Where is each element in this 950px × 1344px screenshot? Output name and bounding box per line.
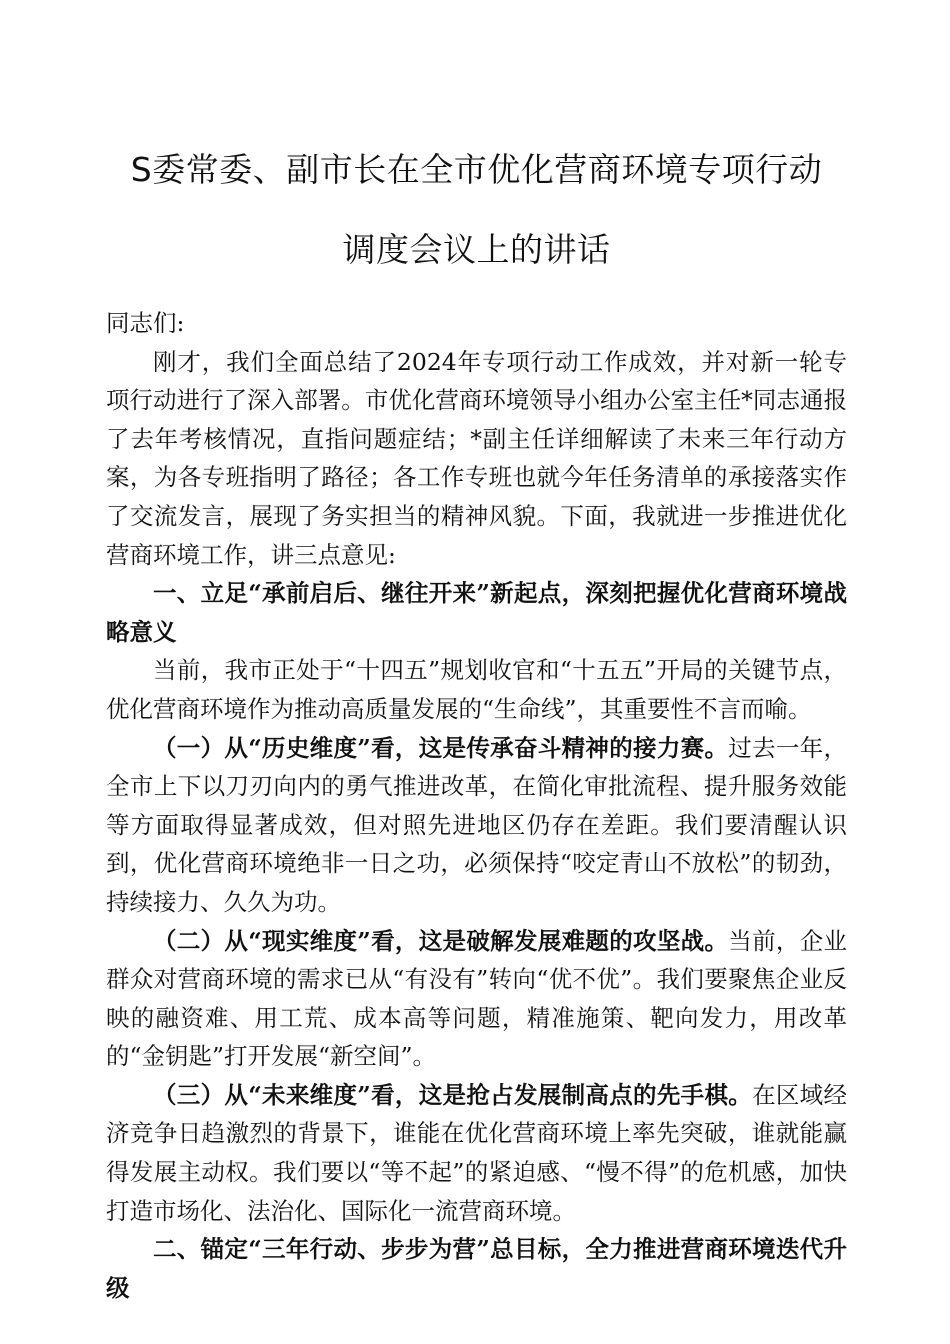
intro-paragraph: 刚才，我们全面总结了2024年专项行动工作成效，并对新一轮专项行动进行了深入部署。市优化营商环境领导小组办公室主任*同志通报了去年考核情况，直指问题症结；*副主任详细解读了未来三年行动方案，为各专班指明了路径；各工作专班也就今年任务清单的承接落实作了交流发言，展现了务实担当的精神风貌。下面，我就进一步推进优化营商环境工作，讲三点意见:: [106, 347, 847, 569]
document-body: [106, 304, 847, 1307]
point-2-paragraph: [106, 922, 847, 1076]
section-2-heading: 二、锚定“三年行动、步步为营”总目标，全力推进营商环境迭代升级: [106, 1235, 847, 1302]
point-1-lead: （一）从“历史维度”看，这是传承奋斗精神的接力赛。: [153, 733, 729, 762]
point-3-paragraph: [106, 1076, 847, 1230]
section-1-paragraph: 当前，我市正处于“十四五”规划收官和“十五五”开局的关键节点，优化营商环境作为推动高质量发展的“生命线”，其重要性不言而喻。: [106, 656, 847, 723]
section-1-heading: 一、立足“承前启后、继往开来”新起点，深刻把握优化营商环境战略意义: [106, 579, 847, 646]
point-2-text: 当前，企业群众对营商环境的需求已从“有没有”转向“优不优”。我们要聚焦企业反映的融资难、用工荒、成本高等问题，精准施策、靶向发力，用改革的“金钥匙”打开发展“新空间”。: [106, 926, 848, 1071]
document-page: [106, 130, 847, 1307]
document-title: [106, 130, 847, 290]
point-1-paragraph: [106, 729, 847, 922]
title-line-2: 调度会议上的讲话: [342, 230, 611, 269]
point-1-text: 过去一年，全市上下以刀刃向内的勇气推进改革，在简化审批流程、提升服务效能等方面取得显著成效，但对照先进地区仍存在差距。我们要清醒认识到，优化营商环境绝非一日之功，必须保持“咬定青山不放松”的韧劲，持续接力、久久为功。: [106, 733, 848, 916]
point-2-lead: （二）从“现实维度”看，这是破解发展难题的攻坚战。: [153, 926, 729, 955]
salutation: 同志们:: [106, 309, 185, 337]
point-3-text: 在区域经济竞争日趋激烈的背景下，谁能在优化营商环境上率先突破，谁就能赢得发展主动权。我们要以“等不起”的紧迫感、“慢不得”的危机感，加快打造市场化、法治化、国际化一流营商环境。: [106, 1080, 847, 1225]
point-3-lead: （三）从“未来维度”看，这是抢占发展制高点的先手棋。: [153, 1080, 753, 1109]
title-line-1: S委常委、副市长在全市优化营商环境专项行动: [130, 150, 823, 189]
